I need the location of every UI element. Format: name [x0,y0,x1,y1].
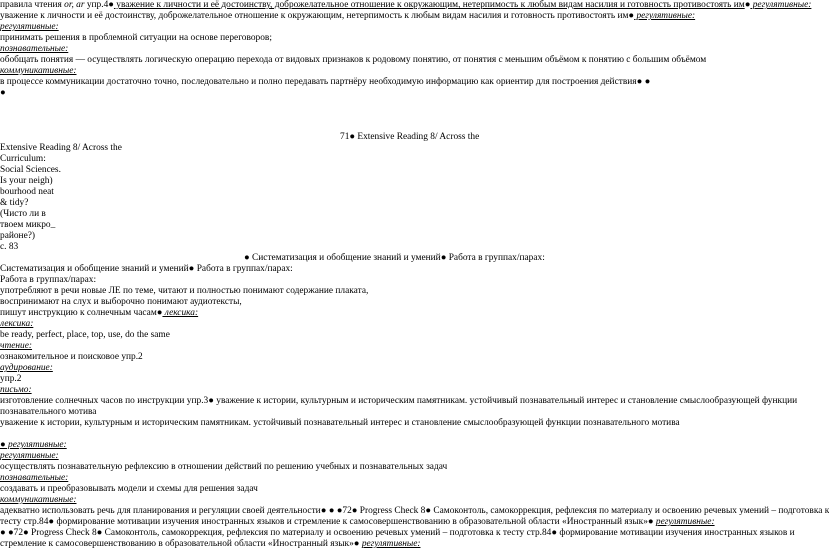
text: уважение к истории, культурным и историческим памятникам. устойчивый познавательный интерес и становление смыслообразующей функции [213,396,798,406]
line-24 [0,396,797,407]
bullet: ● [108,0,114,10]
bullet: ● [0,88,6,98]
column-text: районе?) [0,231,36,241]
column-text: Is your neigh) [0,176,53,186]
text: стремление к самосовершенствованию в образовательной области «Иностранный язык»● [0,539,362,549]
section-heading: лексика: [0,319,34,329]
section-heading: регулятивные: [655,517,715,527]
section-heading: познавательные: [0,44,69,54]
line-8 [0,77,650,88]
line-34 [0,517,715,528]
section-heading: коммуникативные: [0,66,77,76]
text-line: Систематизация и обобщение знаний и умений● Работа в группах/парах: [0,264,293,274]
section-heading: регулятивные: [0,22,59,32]
section-heading: познавательные: [0,473,69,483]
italic-text: or, ar [64,0,85,10]
bullet: ● ● [636,77,651,87]
text: правила чтения [0,0,65,10]
column-text: Social Sciences. [0,165,61,175]
bullet: ● [744,0,751,10]
bullet: ● [628,11,635,21]
line-36 [0,539,420,550]
column-text: с. 83 [0,242,19,252]
text-line: создавать и преобразовывать модели и схемы для решения задач [0,484,258,494]
bullet: ● [208,396,214,406]
section-heading: регулятивные: [750,0,812,10]
text-line: обобщать понятия — осуществлять логическую операцию перехода от видовых признаков к родовому понятию, от понятия с меньшим объёмом к понятию с большим объёмом [0,55,707,65]
section-heading: ● регулятивные: [0,440,67,450]
text-line: be ready, perfect, place, top, use, do the same [0,330,170,340]
text: изготовление солнечных часов по инструкции упр.3 [0,396,209,406]
bullet: ● [156,308,163,318]
text-line: Работа в группах/парах: [0,275,97,285]
column-text: bourhood neat [0,187,54,197]
line-16 [0,308,198,319]
text-line: употребляют в речи новые ЛЕ по теме, читают и полностью понимают содержание плаката, [0,286,369,296]
section-heading: регулятивные: [634,11,696,21]
section-heading: коммуникативные: [0,495,77,505]
column-text: твоем микро_ [0,220,56,230]
line-1 [0,0,811,11]
column-text: Extensive Reading 8/ Across the [0,143,122,153]
text-line: упр.2 [0,374,22,384]
text: в процессе коммуникации достаточно точно, последовательно и полно передавать партнёру необходимую информацию как ориентир для построения действия [0,77,637,87]
section-heading: лексика: [162,308,199,318]
line-2 [0,11,695,22]
text-line: воспринимают на слух и выборочно понимают аудиотексты, [0,297,242,307]
lesson-title: 71● Extensive Reading 8/ Across the [340,132,480,142]
underlined-text: уважение к личности и её достоинству, доброжелательное отношение к окружающим, нетерпимость к любым видам насилия и готовность противостоять им [113,0,745,10]
section-heading: аудирование: [0,363,53,373]
text: упр.4 [84,0,109,10]
text: уважение к личности и её достоинству, доброжелательное отношение к окружающим, нетерпимость к любым видам насилия и готовность противостоять им [0,11,629,21]
text-line: познавательного мотива [0,407,97,417]
column-text: & tidy? [0,198,29,208]
text-line: уважение к истории, культурным и историческим памятникам. устойчивый познавательный интерес и становление смыслообразующей функции познавательного мотива [0,418,680,428]
section-heading: письмо: [0,385,32,395]
text-line: ● Систематизация и обобщение знаний и умений● Работа в группах/парах: [244,253,545,263]
text-line: адекватно использовать речь для планирования и регуляции своей деятельности● ● ●72● Progress Check 8● Самоконтоль, самокоррекция, рефлексия по материалу и освоению речевых умений – подготовка к [0,506,829,516]
section-heading: чтение: [0,341,33,351]
text: тесту стр.84● формирование мотивации изучения иностранных языков и стремление к самосовершенствованию в образовательной области «Иностранный язык»● [0,517,656,527]
text-line: ● ●72● Progress Check 8● Самоконтоль, самокоррекция, рефлексия по материалу и освоению речевых умений – подготовка к тесту стр.84● формирование мотивации изучения иностранных языков и [0,528,795,538]
text-line: принимать решения в проблемной ситуации на основе переговоров; [0,33,272,43]
section-heading: регулятивные: [0,451,59,461]
section-heading: регулятивные: [361,539,421,549]
text-line: ознакомительное и поисковое упр.2 [0,352,143,362]
column-text: Curriculum: [0,154,46,164]
text-line: осуществлять познавательную рефлексию в отношении действий по решению учебных и познавательных задач [0,462,448,472]
text: пишут инструкцию к солнечным часам [0,308,157,318]
column-text: (Чисто ли в [0,209,46,219]
